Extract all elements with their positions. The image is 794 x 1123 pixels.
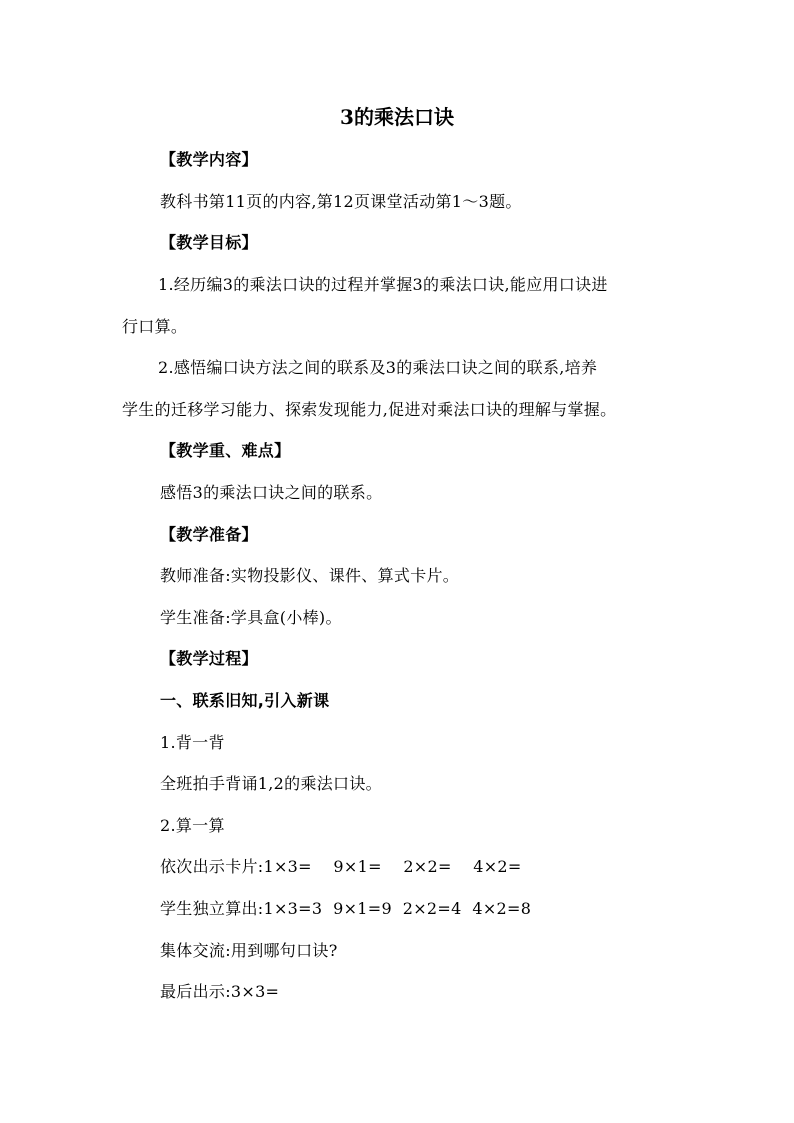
paragraph-goal2-line1: 2.感悟编口诀方法之间的联系及3的乘法口诀之间的联系,培养: [158, 358, 598, 377]
page-title: 3的乘法口诀: [340, 105, 454, 129]
cards-line: 依次出示卡片:1×3= 9×1= 2×2= 4×2=: [160, 857, 522, 876]
paragraph-content: 教科书第11页的内容,第12页课堂活动第1～3题。: [160, 192, 522, 211]
section-heading-key-points: 【教学重、难点】: [160, 441, 291, 460]
paragraph-teacher-prep: 教师准备:实物投影仪、课件、算式卡片。: [160, 566, 460, 585]
final-line: 最后出示:3×3=: [160, 982, 280, 1001]
section-heading-content: 【教学内容】: [160, 150, 258, 169]
paragraph-key-points: 感悟3的乘法口诀之间的联系。: [160, 483, 383, 502]
paragraph-student-prep: 学生准备:学具盒(小棒)。: [160, 608, 342, 627]
subheading-part1: 一、联系旧知,引入新课: [160, 691, 330, 710]
answers-line: 学生独立算出:1×3=3 9×1=9 2×2=4 4×2=8: [160, 899, 532, 918]
exchange-line: 集体交流:用到哪句口诀?: [160, 941, 338, 960]
section-heading-preparation: 【教学准备】: [160, 525, 258, 544]
section-heading-process: 【教学过程】: [160, 649, 258, 668]
section-heading-goals: 【教学目标】: [160, 233, 258, 252]
step2-label: 2.算一算: [160, 816, 225, 835]
paragraph-goal1-line2: 行口算。: [122, 317, 188, 336]
paragraph-goal1-line1: 1.经历编3的乘法口诀的过程并掌握3的乘法口诀,能应用口诀进: [158, 275, 608, 294]
step1-label: 1.背一背: [160, 733, 225, 752]
paragraph-goal2-line2: 学生的迁移学习能力、探索发现能力,促进对乘法口诀的理解与掌握。: [122, 400, 617, 419]
step1-text: 全班拍手背诵1,2的乘法口诀。: [160, 774, 382, 793]
